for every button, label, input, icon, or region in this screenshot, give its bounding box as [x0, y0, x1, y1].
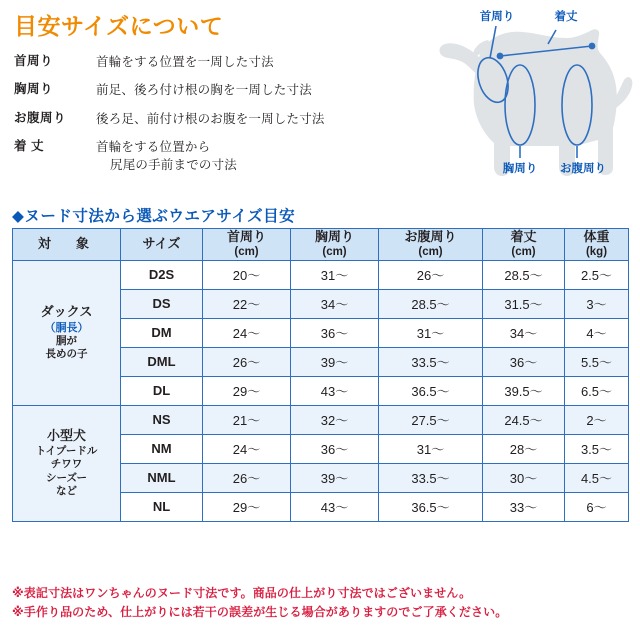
table-body	[13, 260, 629, 521]
group-note-line2: 長めの子	[45, 348, 88, 361]
definition-description-line2: 尻尾の手前までの寸法	[110, 157, 238, 172]
cell-chest: 39〜	[291, 463, 379, 492]
column-header-neck-unit: (cm)	[234, 246, 259, 259]
column-header-chest-label: 胸周り	[314, 229, 354, 244]
cell-belly: 33.5〜	[379, 463, 483, 492]
cell-weight: 3.5〜	[565, 434, 629, 463]
definition-term: 着 丈	[14, 138, 44, 153]
cell-length: 31.5〜	[483, 289, 565, 318]
definition-description	[96, 138, 237, 174]
note-line-1: ※表記寸法はワンちゃんのヌード寸法です。商品の仕上がり寸法ではございません。	[12, 586, 472, 600]
definition-row	[14, 110, 374, 128]
cell-chest: 32〜	[291, 405, 379, 434]
group-cell-small-dog	[13, 405, 121, 521]
cell-chest: 39〜	[291, 347, 379, 376]
column-header-neck-label: 首周り	[226, 229, 266, 244]
cell-chest: 36〜	[291, 434, 379, 463]
column-header-neck	[203, 229, 291, 261]
table-row	[13, 405, 629, 434]
definition-description-line1: 首輪をする位置から	[96, 139, 211, 154]
cell-weight: 5.5〜	[565, 347, 629, 376]
cell-neck: 24〜	[203, 434, 291, 463]
cell-neck: 24〜	[203, 318, 291, 347]
cell-belly: 27.5〜	[379, 405, 483, 434]
column-header-length	[483, 229, 565, 261]
cell-size: NS	[121, 405, 203, 434]
cell-size: DM	[121, 318, 203, 347]
group-name: 小型犬	[46, 428, 86, 444]
table-header	[13, 229, 629, 261]
page-title: 目安サイズについて	[14, 13, 224, 39]
group-note-line1: 胴が	[56, 335, 77, 348]
definition-row	[14, 53, 374, 71]
illustration-label-length: 着丈	[554, 11, 578, 23]
definition-row	[14, 81, 374, 99]
column-header-belly	[379, 229, 483, 261]
cell-neck: 22〜	[203, 289, 291, 318]
group-note-line2: チワワ	[50, 458, 83, 471]
definition-description	[96, 53, 274, 71]
cell-weight: 4.5〜	[565, 463, 629, 492]
cell-belly: 33.5〜	[379, 347, 483, 376]
group-note-line3: シーズー	[46, 471, 87, 484]
definition-description-line1: 前足、後ろ付け根の胸を一周した寸法	[96, 83, 312, 98]
dog-illustration	[370, 0, 640, 200]
column-header-belly-unit: (cm)	[418, 246, 443, 259]
cell-neck: 29〜	[203, 376, 291, 405]
cell-chest: 43〜	[291, 376, 379, 405]
table-row	[13, 260, 629, 289]
cell-length: 28.5〜	[483, 260, 565, 289]
cell-neck: 29〜	[203, 492, 291, 521]
column-header-length-unit: (cm)	[511, 246, 536, 259]
column-header-weight-label: 体重	[583, 229, 610, 244]
note-line-2: ※手作り品のため、仕上がりには若干の誤差が生じる場合がありますのでご了承ください。	[12, 604, 508, 619]
cell-chest: 36〜	[291, 318, 379, 347]
column-header-chest-unit: (cm)	[322, 246, 347, 259]
cell-neck: 26〜	[203, 347, 291, 376]
cell-size: DML	[121, 347, 203, 376]
cell-chest: 31〜	[291, 260, 379, 289]
definition-row	[14, 138, 374, 174]
column-header-target	[13, 229, 121, 261]
cell-size: D2S	[121, 260, 203, 289]
cell-belly: 36.5〜	[379, 376, 483, 405]
size-table-wrapper	[12, 228, 628, 522]
cell-weight: 2〜	[565, 405, 629, 434]
definition-term: 首周り	[14, 54, 54, 69]
definition-description	[96, 110, 325, 128]
column-header-target-label: 対 象	[37, 236, 95, 252]
cell-size: DL	[121, 376, 203, 405]
cell-neck: 26〜	[203, 463, 291, 492]
cell-size: NM	[121, 434, 203, 463]
cell-chest: 34〜	[291, 289, 379, 318]
definition-term: 胸周り	[14, 82, 54, 97]
definition-description-line1: 首輪をする位置を一周した寸法	[96, 55, 274, 70]
cell-neck: 21〜	[203, 405, 291, 434]
column-header-weight	[565, 229, 629, 261]
cell-weight: 6.5〜	[565, 376, 629, 405]
cell-neck: 20〜	[203, 260, 291, 289]
cell-weight: 3〜	[565, 289, 629, 318]
cell-length: 33〜	[483, 492, 565, 521]
cell-length: 39.5〜	[483, 376, 565, 405]
definition-description-line1: 後ろ足、前付け根のお腹を一周した寸法	[96, 111, 325, 126]
cell-belly: 31〜	[379, 434, 483, 463]
cell-weight: 4〜	[565, 318, 629, 347]
cell-length: 24.5〜	[483, 405, 565, 434]
table-header-row	[13, 229, 629, 261]
notes-block	[12, 584, 632, 621]
group-subtitle: （胴長）	[44, 321, 89, 334]
column-header-size-label: サイズ	[142, 236, 181, 252]
definition-list	[14, 53, 374, 174]
cell-length: 30〜	[483, 463, 565, 492]
definition-description	[96, 81, 312, 99]
cell-size: DS	[121, 289, 203, 318]
cell-belly: 36.5〜	[379, 492, 483, 521]
cell-belly: 28.5〜	[379, 289, 483, 318]
cell-weight: 6〜	[565, 492, 629, 521]
illustration-label-belly: お腹周り	[560, 163, 606, 175]
illustration-label-chest: 胸周り	[502, 163, 538, 175]
column-header-chest	[291, 229, 379, 261]
size-table	[12, 228, 629, 522]
illustration-label-neck: 首周り	[479, 11, 515, 23]
group-note-line1: トイプードル	[35, 445, 98, 458]
cell-belly: 26〜	[379, 260, 483, 289]
column-header-weight-unit: (kg)	[585, 246, 608, 259]
cell-weight: 2.5〜	[565, 260, 629, 289]
header-block	[14, 14, 374, 184]
group-note-line4: など	[56, 484, 77, 497]
column-header-belly-label: お腹周り	[404, 229, 457, 244]
cell-size: NML	[121, 463, 203, 492]
cell-belly: 31〜	[379, 318, 483, 347]
dog-silhouette-shape	[439, 29, 632, 176]
cell-length: 34〜	[483, 318, 565, 347]
cell-length: 36〜	[483, 347, 565, 376]
cell-chest: 43〜	[291, 492, 379, 521]
definition-term: お腹周り	[14, 110, 67, 125]
group-cell-dachshund	[13, 260, 121, 405]
cell-length: 28〜	[483, 434, 565, 463]
column-header-length-label: 着丈	[510, 229, 537, 244]
group-name: ダックス	[40, 303, 93, 319]
column-header-size	[121, 229, 203, 261]
cell-size: NL	[121, 492, 203, 521]
section-heading: ◆ヌード寸法から選ぶウエアサイズ目安	[12, 208, 296, 225]
